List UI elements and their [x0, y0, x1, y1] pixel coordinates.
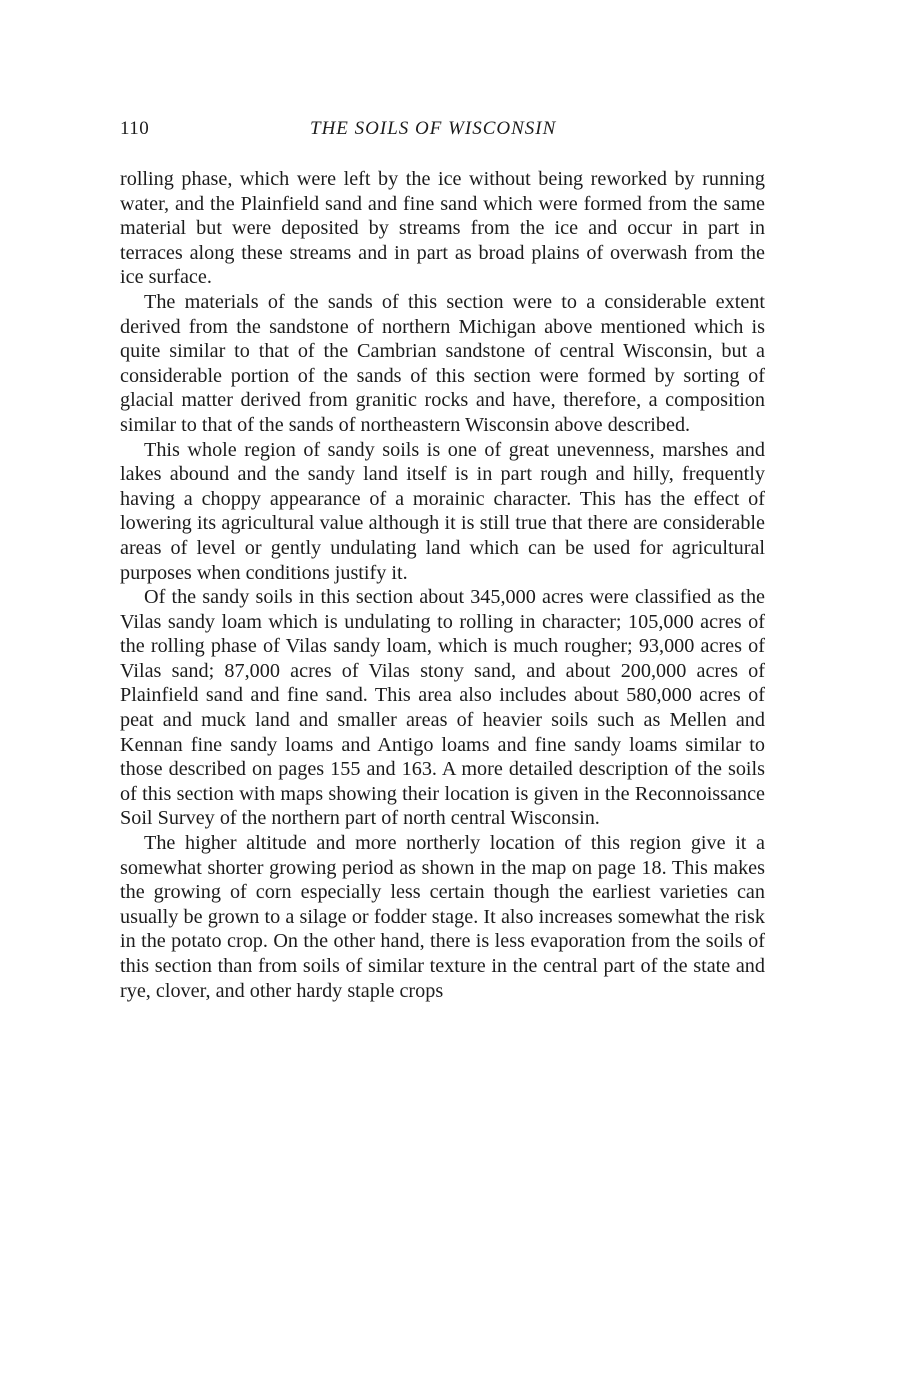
paragraph-continuation: rolling phase, which were left by the ice without being reworked by running water, and the Plainfield sand and fine sand which were formed from the same material but were deposited by streams from the ice and occur in part in terraces along these streams and in part as broad plains of overwash from the ice surface.: [120, 168, 765, 289]
paragraph-soil-acreage: Of the sandy soils in this section about 345,000 acres were classified as the Vilas sandy loam which is undulating to rolling in character; 105,000 acres of the rolling phase of Vilas sandy loam, which is much rougher; 93,000 acres of Vilas sand; 87,000 acres of Vilas stony sand, and about 200,000 acres of Plainfield sand and fine sand. This area also includes about 580,000 acres of peat and muck land and smaller areas of heavier soils such as Mellen and Kennan fine sandy loams and Antigo loams and fine sandy loams similar to those described on pages 155 and 163. A more detailed description of the soils of this section with maps showing their location is given in the Reconnoissance Soil Survey of the northern part of north central Wisconsin.: [120, 586, 765, 830]
running-head: [120, 118, 765, 144]
page-number: 110: [120, 118, 150, 139]
body-text: [120, 167, 765, 1003]
running-title: THE SOILS OF WISCONSIN: [310, 118, 557, 139]
paragraph-region-unevenness: This whole region of sandy soils is one of great unevenness, marshes and lakes abound and the sandy land itself is in part rough and hilly, frequently having a choppy appearance of a morainic character. This has the effect of lowering its agricultural value although it is still true that there are considerable areas of level or gently undulating land which can be used for agricultural purposes when conditions justify it.: [120, 438, 765, 584]
paragraph-growing-period: The higher altitude and more northerly location of this region give it a somewhat shorter growing period as shown in the map on page 18. This makes the growing of corn especially less certain though the earliest varieties can usually be grown to a silage or fodder stage. It also increases somewhat the risk in the potato crop. On the other hand, there is less evaporation from the soils of this section than from soils of similar texture in the central part of the state and rye, clover, and other hardy staple crops: [120, 832, 765, 1002]
paragraph-sands-materials: The materials of the sands of this section were to a considerable extent derived from the sandstone of northern Michigan above mentioned which is quite similar to that of the Cambrian sandstone of central Wisconsin, but a considerable portion of the sands of this section were formed by sorting of glacial matter derived from granitic rocks and have, therefore, a composition similar to that of the sands of northeastern Wisconsin above described.: [120, 290, 765, 436]
